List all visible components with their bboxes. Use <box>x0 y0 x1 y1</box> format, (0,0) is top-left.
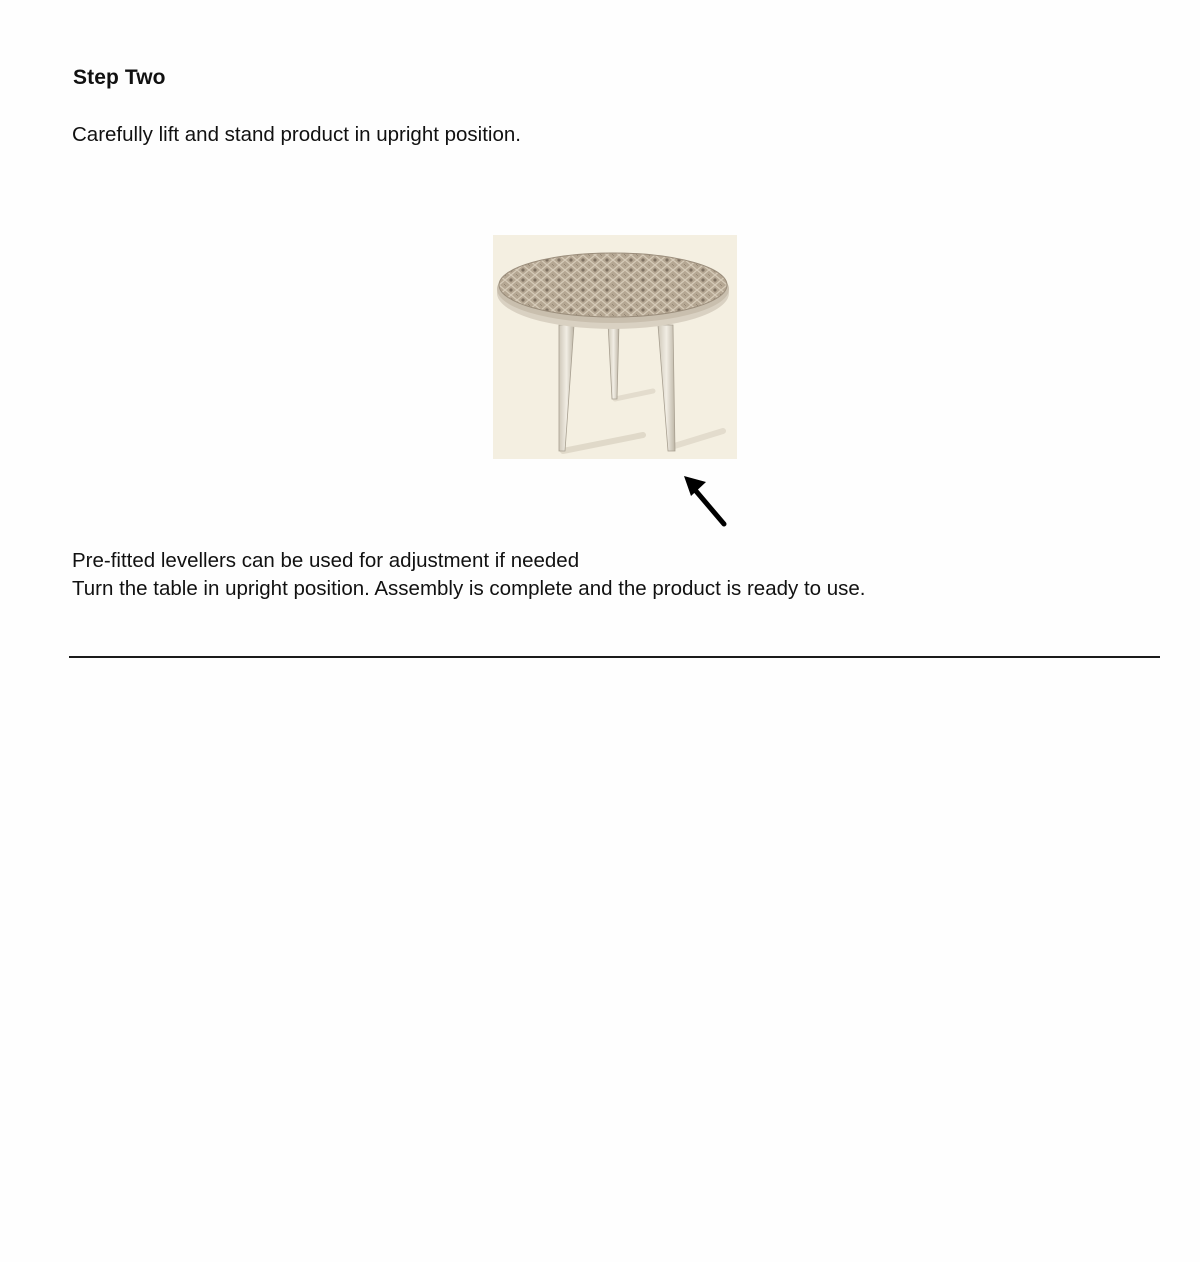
arrow-up-left-icon <box>678 472 732 530</box>
assembly-complete-note: Turn the table in upright position. Assembly is complete and the product is ready to use. <box>72 577 866 600</box>
step-instruction: Carefully lift and stand product in upright position. <box>72 123 521 146</box>
completion-notes <box>72 547 865 603</box>
table-illustration <box>493 235 737 459</box>
step-heading: Step Two <box>73 66 166 89</box>
levellers-note: Pre-fitted levellers can be used for adjustment if needed <box>72 549 580 572</box>
round-side-table-icon <box>493 235 737 459</box>
section-divider <box>69 656 1160 658</box>
